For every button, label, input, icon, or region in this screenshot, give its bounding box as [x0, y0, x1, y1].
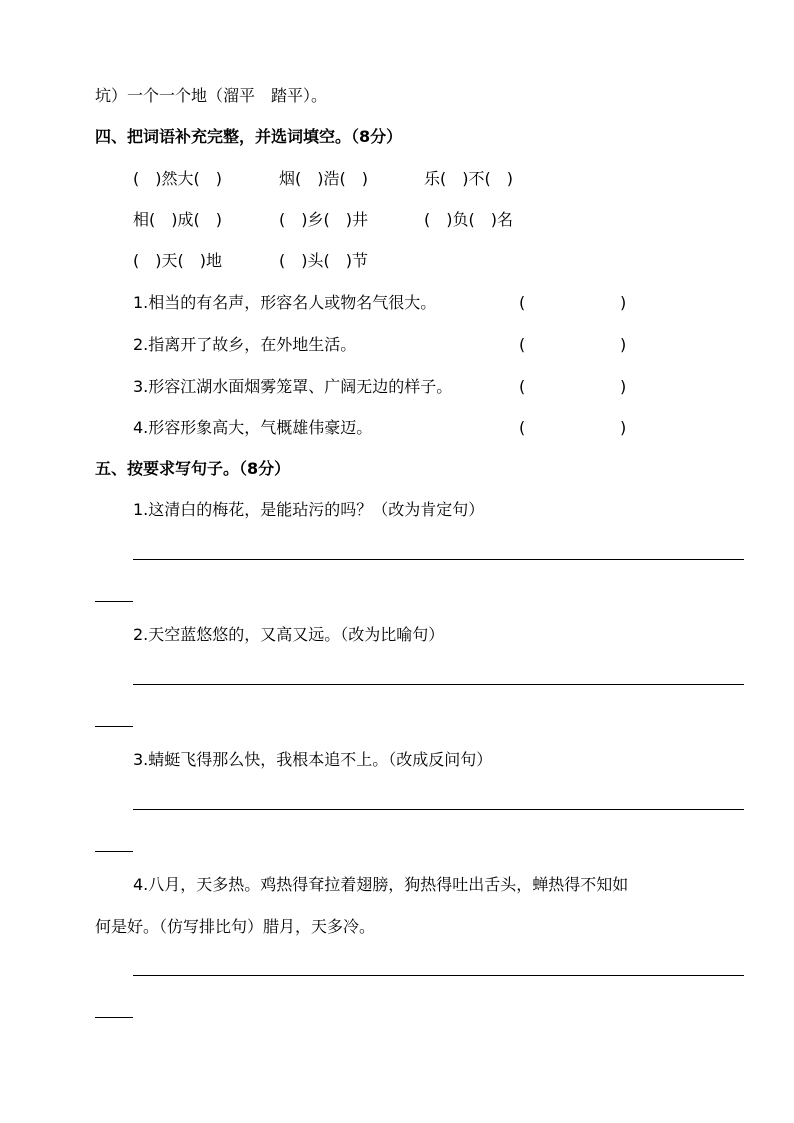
idiom-3-1: ( )天( )地	[133, 251, 222, 270]
answer-line[interactable]	[133, 684, 744, 685]
question-3-open-paren: (	[519, 377, 526, 396]
rewrite-item-4-line1: 4.八月，天多热。鸡热得耷拉着翅膀，狗热得吐出舌头，蝉热得不知如	[133, 875, 629, 894]
rewrite-item-2: 2.天空蓝悠悠的，又高又远。（改为比喻句）	[133, 625, 445, 644]
question-3-close-paren: )	[620, 377, 627, 396]
question-4: 4.形容形象高大，气概雄伟豪迈。	[133, 418, 373, 437]
rewrite-item-3: 3.蜻蜓飞得那么快，我根本追不上。（改成反问句）	[133, 750, 493, 769]
question-4-close-paren: )	[620, 418, 627, 437]
top-line: 坑）一个一个地（溜平 踏平）。	[95, 86, 328, 105]
idiom-3-2: ( )头( )节	[279, 251, 368, 270]
answer-line[interactable]	[133, 559, 744, 560]
idiom-2-3: ( )负( )名	[424, 210, 513, 229]
idiom-1-3: 乐( )不( )	[424, 169, 513, 188]
idiom-1-1: ( )然大( )	[133, 169, 222, 188]
idiom-1-2: 烟( )浩( )	[279, 169, 368, 188]
answer-line[interactable]	[133, 809, 744, 810]
question-2-open-paren: (	[519, 335, 526, 354]
idiom-2-2: ( )乡( )井	[279, 210, 368, 229]
answer-line[interactable]	[133, 975, 744, 976]
idiom-2-1: 相( )成( )	[133, 210, 222, 229]
rewrite-item-1: 1.这清白的梅花，是能玷污的吗？（改为肯定句）	[133, 500, 485, 519]
answer-line-tail[interactable]	[95, 851, 133, 852]
answer-line-tail[interactable]	[95, 726, 133, 727]
section5-heading: 五、按要求写句子。（8分）	[95, 459, 291, 478]
question-1: 1.相当的有名声，形容名人或物名气很大。	[133, 293, 437, 312]
answer-line-tail[interactable]	[95, 601, 133, 602]
question-1-open-paren: (	[519, 293, 526, 312]
answer-line-tail[interactable]	[95, 1017, 133, 1018]
question-2-close-paren: )	[620, 335, 627, 354]
question-1-close-paren: )	[620, 293, 627, 312]
rewrite-item-4-line2: 何是好。（仿写排比句）腊月，天多冷。	[95, 917, 376, 936]
section4-heading: 四、把词语补充完整，并选词填空。（8分）	[95, 127, 403, 146]
question-4-open-paren: (	[519, 418, 526, 437]
question-3: 3.形容江湖水面烟雾笼罩、广阔无边的样子。	[133, 377, 453, 396]
question-2: 2.指离开了故乡，在外地生活。	[133, 335, 357, 354]
